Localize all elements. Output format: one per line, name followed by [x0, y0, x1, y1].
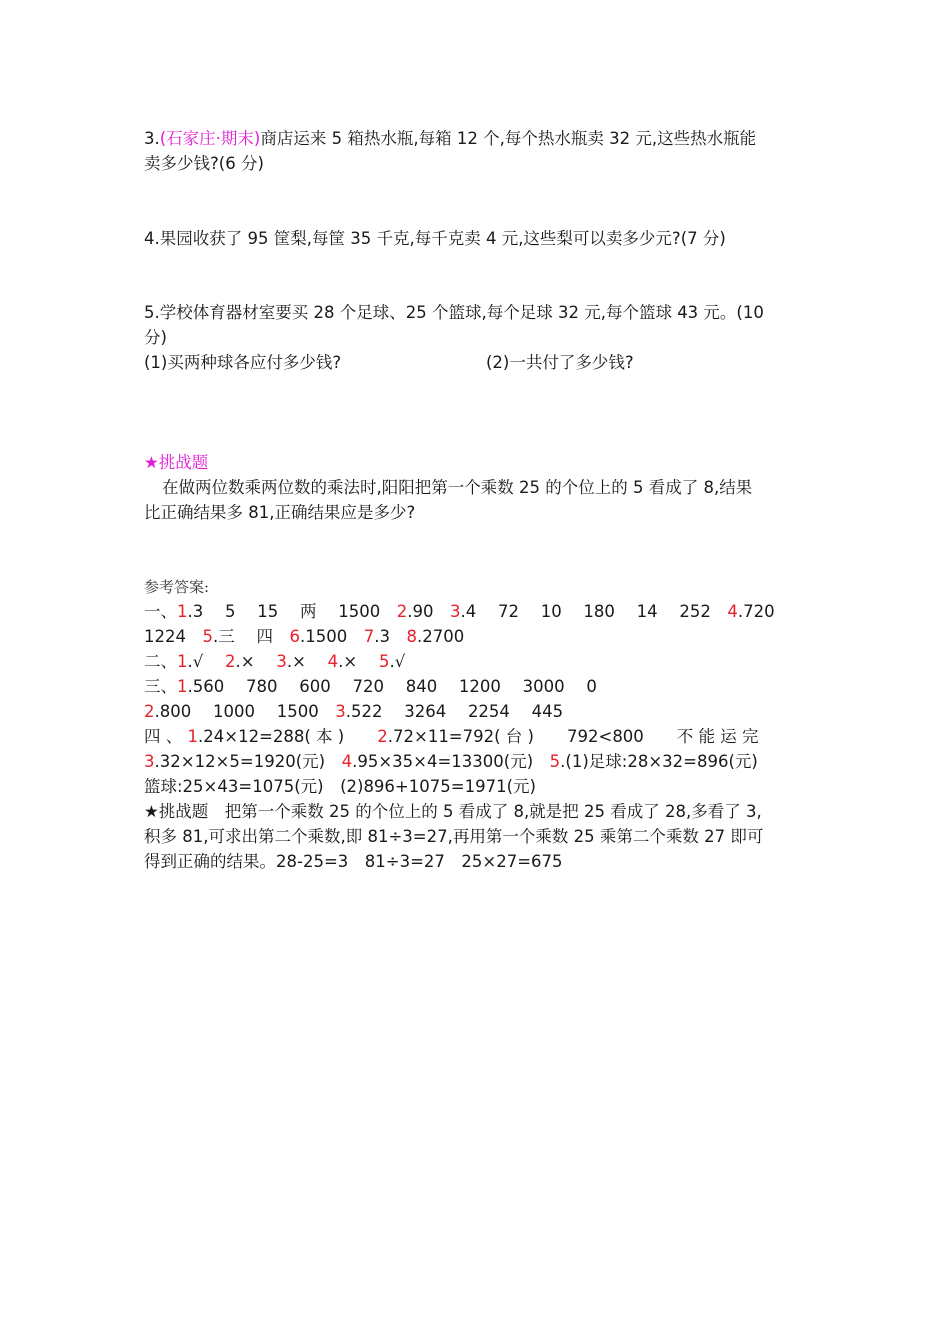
question-5-line-2: 分): [144, 328, 167, 347]
question-5-subquestions: [144, 350, 810, 375]
answer-text: .95×35×4=13300(元): [352, 752, 550, 771]
answers-section-1-line-1: [144, 599, 810, 624]
answers-section-3-line-1: [144, 674, 810, 699]
answer-text: .√: [389, 652, 406, 671]
question-3-line-2: 卖多少钱?(6 分): [144, 154, 264, 173]
answer-text: .800 1000 1500: [154, 702, 336, 721]
answer-number: 1: [187, 727, 198, 746]
answer-text: .32×12×5=1920(元): [154, 752, 342, 771]
answers-section-2: [144, 649, 810, 674]
answer-text: .×: [338, 652, 379, 671]
answer-text: .(1)足球:28×32=896(元): [560, 752, 758, 771]
answer-number: 3: [335, 702, 346, 721]
question-3-text: 商店运来 5 箱热水瓶,每箱 12 个,每个热水瓶卖 32 元,这些热水瓶能: [260, 129, 757, 148]
answer-text: .522 3264 2254 445: [345, 702, 564, 721]
answer-number: 1: [177, 602, 188, 621]
answer-number: 5: [379, 652, 390, 671]
answer-text: .72×11=792( 台 ) 792<800 不 能 运 完: [387, 727, 759, 746]
answer-number: 4: [341, 752, 353, 771]
answer-number: 2: [377, 727, 388, 746]
question-5-line-1: 5.学校体育器材室要买 28 个足球、25 个篮球,每个足球 32 元,每个篮球 43 元。(10: [144, 303, 764, 322]
answer-text: 1224: [144, 627, 203, 646]
challenge-title: ★挑战题: [144, 453, 209, 472]
answers-heading: 参考答案:: [144, 578, 210, 596]
question-3-line-1: [144, 126, 810, 151]
answer-number: 1: [177, 652, 188, 671]
answer-text: .2700: [417, 627, 465, 646]
question-3-number: 3.: [144, 129, 160, 148]
question-4: 4.果园收获了 95 筐梨,每筐 35 千克,每千克卖 4 元,这些梨可以卖多少元?(7 分): [144, 229, 726, 248]
answer-number: 3: [144, 752, 155, 771]
answer-number: 2: [144, 702, 155, 721]
answer-number: 4: [727, 602, 738, 621]
answer-text: .√: [187, 652, 226, 671]
section-4-prefix: 四 、: [144, 727, 188, 746]
answer-text: .720: [737, 602, 775, 621]
challenge-line-1: 在做两位数乘两位数的乘法时,阳阳把第一个乘数 25 的个位上的 5 看成了 8,结果: [162, 478, 753, 497]
question-3-source-tag: (石家庄·期末): [159, 129, 261, 148]
answer-number: 3: [449, 602, 461, 621]
answers-section-1-line-2: [144, 624, 810, 649]
answers-section-4-line-3: 篮球:25×43=1075(元) (2)896+1075=1971(元): [144, 777, 536, 796]
answer-text: .4 72 10 180 14 252: [460, 602, 728, 621]
question-5-sub-2: (2)一共付了多少钱?: [486, 353, 634, 372]
answers-challenge-line-3: 得到正确的结果。28-25=3 81÷3=27 25×27=675: [144, 852, 563, 871]
answer-text: .三 四: [213, 627, 290, 646]
answer-number: 4: [327, 652, 339, 671]
challenge-line-2: 比正确结果多 81,正确结果应是多少?: [144, 503, 416, 522]
answers-section-4-line-2: [144, 749, 810, 774]
answer-number: 3: [276, 652, 287, 671]
answer-number: 5: [202, 627, 213, 646]
answer-text: .560 780 600 720 840 1200 3000 0: [187, 677, 597, 696]
answer-number: 6: [289, 627, 300, 646]
answers-challenge-line-1: ★挑战题 把第一个乘数 25 的个位上的 5 看成了 8,就是把 25 看成了 28,多看了 3,: [144, 802, 762, 821]
section-2-prefix: 二、: [144, 652, 177, 671]
answer-number: 8: [406, 627, 417, 646]
answers-challenge-line-2: 积多 81,可求出第二个乘数,即 81÷3=27,再用第一个乘数 25 乘第二个乘数 27 即可: [144, 827, 764, 846]
answer-number: 5: [549, 752, 561, 771]
answer-number: 2: [396, 602, 408, 621]
answer-text: .×: [286, 652, 328, 671]
answer-text: .90: [407, 602, 450, 621]
answer-text: .24×12=288( 本 ): [198, 727, 378, 746]
section-1-prefix: 一、: [144, 602, 177, 621]
answer-text: .3: [374, 627, 407, 646]
question-5-sub-1: (1)买两种球各应付多少钱?: [144, 353, 342, 372]
section-3-prefix: 三、: [144, 677, 177, 696]
answer-text: .1500: [300, 627, 364, 646]
answer-number: 7: [363, 627, 375, 646]
answer-number: 2: [225, 652, 236, 671]
answer-number: 1: [177, 677, 188, 696]
answers-section-4-line-1: [144, 724, 810, 749]
answers-section-3-line-2: [144, 699, 810, 724]
answer-text: .×: [235, 652, 277, 671]
answer-text: .3 5 15 两 1500: [187, 602, 397, 621]
